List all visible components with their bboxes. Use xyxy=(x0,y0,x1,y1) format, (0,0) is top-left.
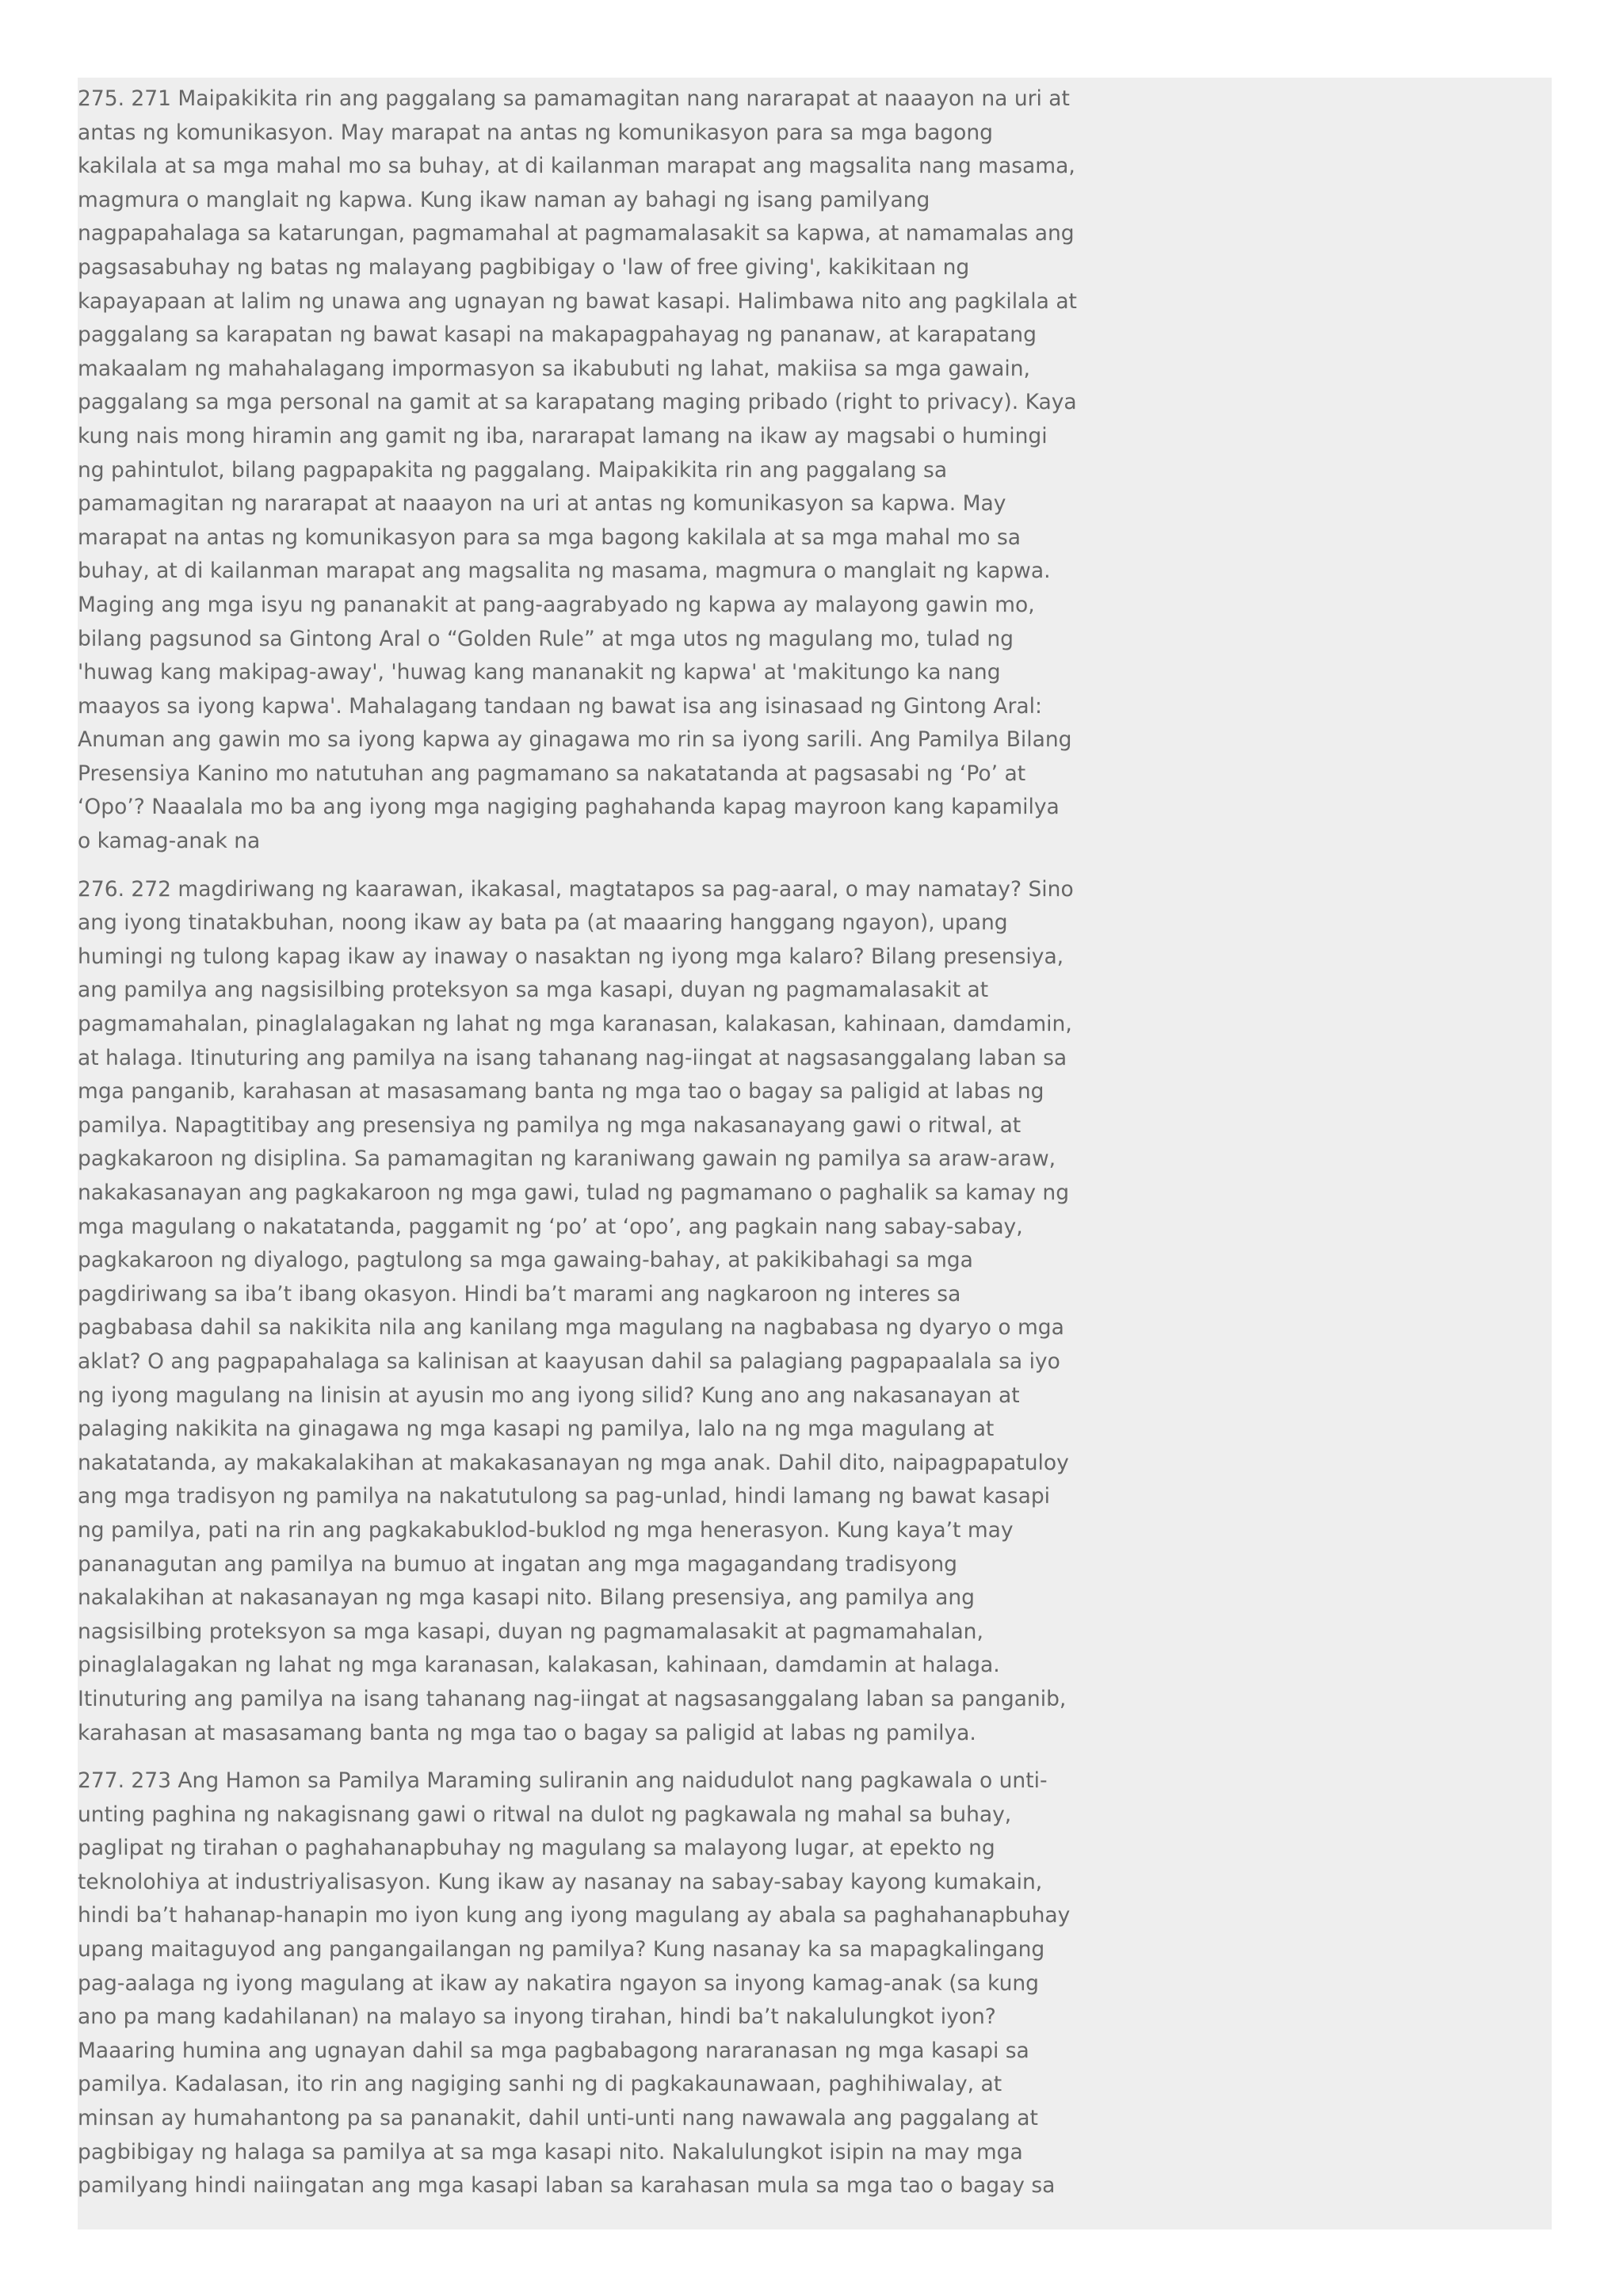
paragraph-275: 275. 271 Maipakikita rin ang paggalang sa pamamagitan nang nararapat at naaayon na uri at antas ng komunikasyon. May marapat na antas ng komunikasyon para sa mga bagong kakilala at sa mga mahal mo sa buhay, at di kailanman marapat ang magsalita nang masama, magmura o manglait ng kapwa. Kung ikaw naman ay bahagi ng isang pamilyang nagpapahalaga sa katarungan, pagmamahal at pagmamalasakit sa kapwa, at namamalas ang pagsasabuhay ng batas ng malayang pagbibigay o 'law of free giving', kakikitaan ng kapayapaan at lalim ng unawa ang ugnayan ng bawat kasapi. Halimbawa nito ang pagkilala at paggalang sa karapatan ng bawat kasapi na makapagpahayag ng pananaw, at karapatang makaalam ng mahahalagang impormasyon sa ikabubuti ng lahat, makiisa sa mga gawain, paggalang sa mga personal na gamit at sa karapatang maging pribado (right to privacy). Kaya kung nais mong hiramin ang gamit ng iba, nararapat lamang na ikaw ay magsabi o humingi ng pahintulot, bilang pagpapakita ng paggalang. Maipakikita rin ang paggalang sa pamamagitan ng nararapat at naaayon na uri at antas ng komunikasyon sa kapwa. May marapat na antas ng komunikasyon para sa mga bagong kakilala at sa mga mahal mo sa buhay, at di kailanman marapat ang magsalita ng masama, magmura o manglait ng kapwa. Maging ang mga isyu ng pananakit at pang-aagrabyado ng kapwa ay malayong gawin mo, bilang pagsunod sa Gintong Aral o “Golden Rule” at mga utos ng magulang mo, tulad ng 'huwag kang makipag-away', 'huwag kang mananakit ng kapwa' at 'makitungo ka nang maayos sa iyong kapwa'. Mahalagang tandaan ng bawat isa ang isinasaad ng Gintong Aral: Anuman ang gawin mo sa iyong kapwa ay ginagawa mo rin sa iyong sarili. Ang Pamilya Bilang Presensiya Kanino mo natutuhan ang pagmamano sa nakatatanda at pagsasabi ng ‘Po’ at ‘Opo’? Naaalala mo ba ang iyong mga nagiging paghahanda kapag mayroon kang kapamilya o kamag-anak na xyxy=(78,86,1077,854)
text-column xyxy=(78,82,1078,2218)
paragraph-277: 277. 273 Ang Hamon sa Pamilya Maraming suliranin ang naidudulot nang pagkawala o unti-unting paghina ng nakagisnang gawi o ritwal na dulot ng pagkawala ng mahal sa buhay, paglipat ng tirahan o paghahanapbuhay ng magulang sa malayong lugar, at epekto ng teknolohiya at industriyalisasyon. Kung ikaw ay nasanay na sabay-sabay kayong kumakain, hindi ba’t hahanap-hanapin mo iyon kung ang iyong magulang ay abala sa paghahanapbuhay upang maitaguyod ang pangangailangan ng pamilya? Kung nasanay ka sa mapagkalingang pag-aalaga ng iyong magulang at ikaw ay nakatira ngayon sa inyong kamag-anak (sa kung ano pa mang kadahilanan) na malayo sa inyong tirahan, hindi ba’t nakalulungkot iyon? Maaaring humina ang ugnayan dahil sa mga pagbabagong nararanasan ng mga kasapi sa pamilya. Kadalasan, ito rin ang nagiging sanhi ng di pagkakaunawaan, paghihiwalay, at minsan ay humahantong pa sa pananakit, dahil unti-unti nang nawawala ang paggalang at pagbibigay ng halaga sa pamilya at sa mga kasapi nito. Nakalulungkot isipin na may mga pamilyang hindi naiingatan ang mga kasapi laban sa karahasan mula sa mga tao o bagay sa xyxy=(78,1768,1071,2199)
document-page xyxy=(78,78,1552,2229)
paragraph-276: 276. 272 magdiriwang ng kaarawan, ikakasal, magtatapos sa pag-aaral, o may namatay? Sino ang iyong tinatakbuhan, noong ikaw ay bata pa (at maaaring hanggang ngayon), upang humingi ng tulong kapag ikaw ay inaway o nasaktan ng iyong mga kalaro? Bilang presensiya, ang pamilya ang nagsisilbing proteksyon sa mga kasapi, duyan ng pagmamalasakit at pagmamahalan, pinaglalagakan ng lahat ng mga karanasan, kalakasan, kahinaan, damdamin, at halaga. Itinuturing ang pamilya na isang tahanang nag-iingat at nagsasanggalang laban sa mga panganib, karahasan at masasamang banta ng mga tao o bagay sa paligid at labas ng pamilya. Napagtitibay ang presensiya ng pamilya ng mga nakasanayang gawi o ritwal, at pagkakaroon ng disiplina. Sa pamamagitan ng karaniwang gawain ng pamilya sa araw-araw, nakakasanayan ang pagkakaroon ng mga gawi, tulad ng pagmamano o paghalik sa kamay ng mga magulang o nakatatanda, paggamit ng ‘po’ at ‘opo’, ang pagkain nang sabay-sabay, pagkakaroon ng diyalogo, pagtulong sa mga gawaing-bahay, at pakikibahagi sa mga pagdiriwang sa iba’t ibang okasyon. Hindi ba’t marami ang nagkaroon ng interes sa pagbabasa dahil sa nakikita nila ang kanilang mga magulang na nagbabasa ng dyaryo o mga aklat? O ang pagpapahalaga sa kalinisan at kaayusan dahil sa palagiang pagpapaalala sa iyo ng iyong magulang na linisin at ayusin mo ang iyong silid? Kung ano ang nakasanayan at palaging nakikita na ginagawa ng mga kasapi ng pamilya, lalo na ng mga magulang at nakatatanda, ay makakalakihan at makakasanayan ng mga anak. Dahil dito, naipagpapatuloy ang mga tradisyon ng pamilya na nakatutulong sa pag-unlad, hindi lamang ng bawat kasapi ng pamilya, pati na rin ang pagkakabuklod-buklod ng mga henerasyon. Kung kaya’t may pananagutan ang pamilya na bumuo at ingatan ang mga magagandang tradisyong nakalakihan at nakasanayan ng mga kasapi nito. Bilang presensiya, ang pamilya ang nagsisilbing proteksyon sa mga kasapi, duyan ng pagmamalasakit at pagmamahalan, pinaglalagakan ng lahat ng mga karanasan, kalakasan, kahinaan, damdamin at halaga. Itinuturing ang pamilya na isang tahanang nag-iingat at nagsasanggalang laban sa panganib, karahasan at masasamang banta ng mga tao o bagay sa paligid at labas ng pamilya. xyxy=(78,876,1074,1745)
